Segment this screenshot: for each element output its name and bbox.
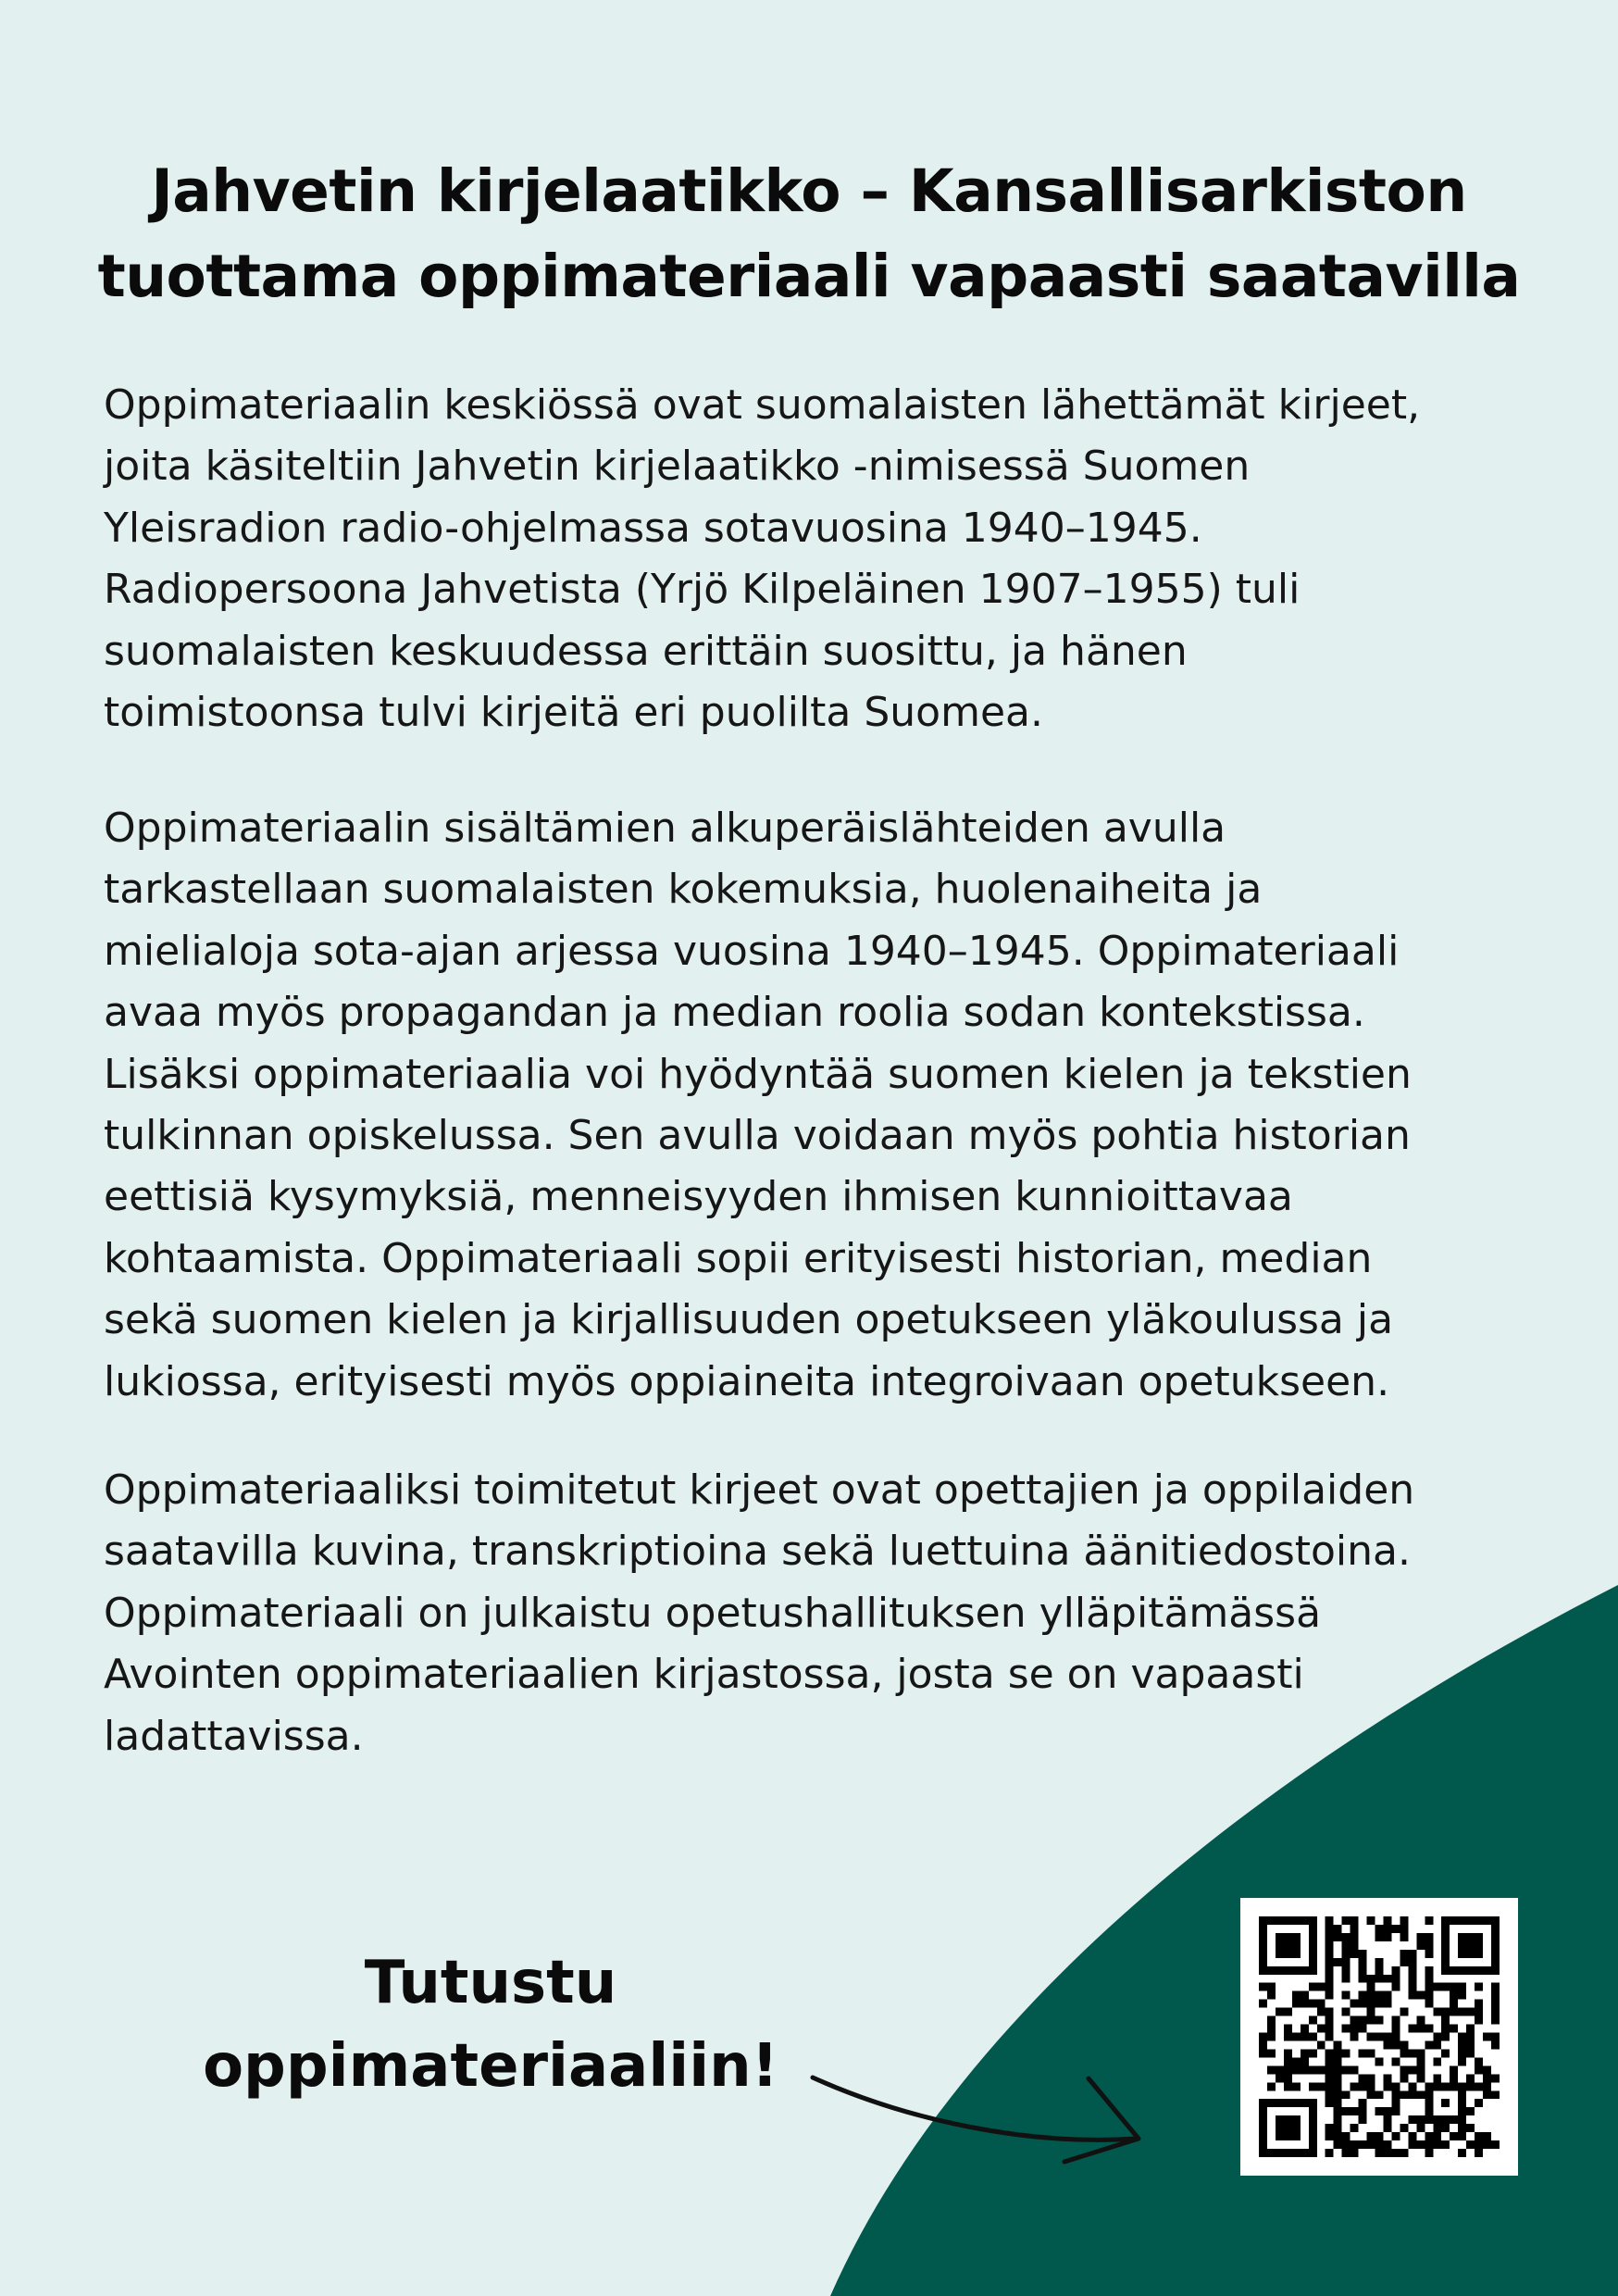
call-to-action-line-1: Tutustu <box>364 1949 617 2017</box>
paragraph-line: avaa myös propagandan ja median roolia sodan kontekstissa. <box>104 989 1365 1037</box>
paragraph-line: Lisäksi oppimateriaalia voi hyödyntää suomen kielen ja tekstien <box>104 1050 1412 1098</box>
body-paragraph-2 <box>104 798 1548 1413</box>
qr-code-icon <box>1259 1916 1500 2157</box>
paragraph-line: ladattavissa. <box>104 1712 364 1760</box>
paragraph-line: saatavilla kuvina, transkriptioina sekä luettuina äänitiedostoina. <box>104 1528 1411 1576</box>
paragraph-line: suomalaisten keskuudessa erittäin suosittu, ja hänen <box>104 627 1188 675</box>
paragraph-line: joita käsiteltiin Jahvetin kirjelaatikko -nimisessä Suomen <box>104 443 1251 491</box>
paragraph-line: Avointen oppimateriaalien kirjastossa, josta se on vapaasti <box>104 1651 1304 1699</box>
page-title-line-1: Jahvetin kirjelaatikko – Kansallisarkiston <box>151 157 1467 225</box>
paragraph-line: Oppimateriaalin sisältämien alkuperäislähteiden avulla <box>104 805 1226 852</box>
paragraph-line: Radiopersoona Jahvetista (Yrjö Kilpeläinen 1907–1955) tuli <box>104 566 1301 614</box>
body-paragraph-3 <box>104 1460 1548 1767</box>
paragraph-line: eettisiä kysymyksiä, menneisyyden ihmisen kunnioittavaa <box>104 1173 1293 1221</box>
qr-code[interactable] <box>1240 1898 1518 2176</box>
paragraph-line: Oppimateriaali on julkaistu opetushallituksen ylläpitämässä <box>104 1589 1322 1637</box>
paragraph-line: Oppimateriaalin keskiössä ovat suomalaisten lähettämät kirjeet, <box>104 381 1421 429</box>
call-to-action <box>185 1941 796 2108</box>
paragraph-line: kohtaamista. Oppimateriaali sopii erityisesti historian, median <box>104 1234 1373 1282</box>
paragraph-line: sekä suomen kielen ja kirjallisuuden opetukseen yläkoulussa ja <box>104 1296 1394 1344</box>
paragraph-line: tarkastellaan suomalaisten kokemuksia, huolenaiheita ja <box>104 866 1263 914</box>
paragraph-line: mielialoja sota-ajan arjessa vuosina 1940–1945. Oppimateriaali <box>104 927 1400 975</box>
paragraph-line: lukiossa, erityisesti myös oppiaineita integroivaan opetukseen. <box>104 1357 1390 1405</box>
paragraph-line: Yleisradion radio-ohjelmassa sotavuosina 1940–1945. <box>104 504 1202 552</box>
call-to-action-line-2: oppimateriaaliin! <box>203 2032 778 2101</box>
paragraph-line: tulkinnan opiskelussa. Sen avulla voidaan myös pohtia historian <box>104 1111 1411 1159</box>
page-title-line-2: tuottama oppimateriaali vapaasti saatavilla <box>97 243 1521 310</box>
paragraph-line: Oppimateriaaliksi toimitetut kirjeet ovat opettajien ja oppilaiden <box>104 1466 1415 1514</box>
paragraph-line: toimistoonsa tulvi kirjeitä eri puolilta Suomea. <box>104 688 1043 736</box>
body-paragraph-1 <box>104 375 1548 743</box>
